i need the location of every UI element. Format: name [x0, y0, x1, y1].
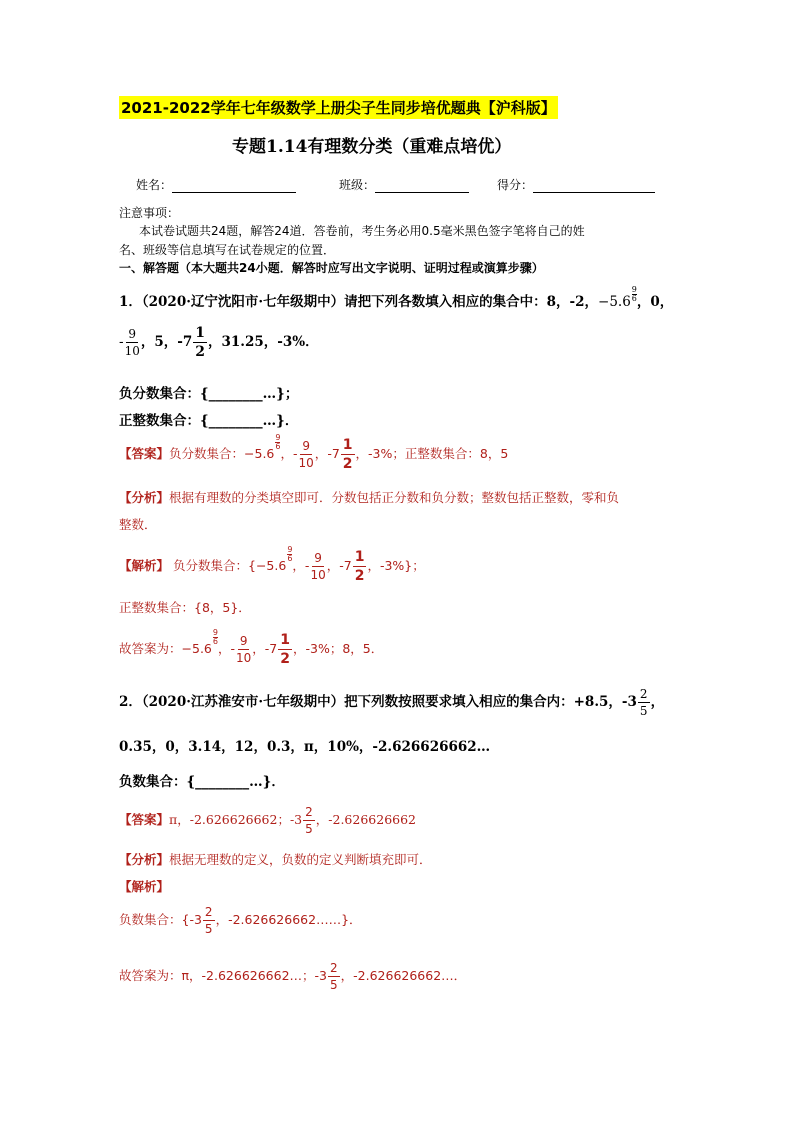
q2-answer: 【答案】π，-2.626626662；-3 $\frac{2}{5}$ ，-2.626626662: [119, 805, 417, 836]
q2-analysis: 【分析】根据无理数的定义，负数的定义判断填充即可．: [119, 852, 432, 867]
q1-final-answer: 故答案为：−5.6 $\frac{9}{6}$ ，- $\frac{9}{10}$ ，-7 $\frac{1}{2}$ ，-3%；8，5．: [119, 628, 384, 667]
name-field: [136, 176, 296, 193]
fraction: $\frac{9}{10}$: [124, 327, 140, 358]
fraction: $\frac{1}{2}$: [195, 325, 205, 360]
page-title: 专题1.14有理数分类（重难点培优）: [232, 137, 512, 157]
analysis-tag: 【分析】: [119, 490, 170, 505]
score-blank: [533, 180, 655, 193]
class-blank: [375, 180, 469, 193]
q2-negative-answer: 负数集合：{-3 $\frac{2}{5}$ ，-2.626626662……}．: [119, 905, 362, 936]
answer-tag: 【答案】: [119, 446, 170, 461]
q1-stem-line-1: 1．（2020·辽宁沈阳市·七年级期中）请把下列各数填入相应的集合中：8，-2，−5.6 $\frac{9}{6}$ ，0，: [119, 285, 674, 310]
q1-neg-fraction-set: 负分数集合：{________…}；: [119, 386, 299, 402]
fraction: $\frac{2}{5}$: [639, 687, 648, 718]
notes-line-2: 名、班级等信息填写在试卷规定的位置．: [119, 243, 336, 257]
score-label: 得分：: [497, 178, 534, 192]
score-field: [497, 176, 655, 193]
solution-tag: 【解析】: [119, 558, 170, 573]
q1-pos-integer-answer: 正整数集合：{8，5}．: [119, 600, 251, 615]
q1-stem-line-2: - $\frac{9}{10}$ ，5，-7 $\frac{1}{2}$ ，31.25，-3%．: [119, 325, 319, 360]
q1-analysis-line-1: 【分析】根据有理数的分类填空即可．分数包括正分数和负分数；整数包括正整数，零和负: [119, 490, 620, 505]
q1-analysis-line-2: 整数．: [119, 517, 157, 532]
notes-line-1: 本试卷试题共24题，解答24道．答卷前，考生务必用0.5毫米黑色签字笔将自己的姓: [139, 224, 585, 238]
q2-final-answer: 故答案为：π，-2.626626662…；-3 $\frac{2}{5}$ ，-2.626626662…．: [119, 961, 467, 992]
section-heading: 一、解答题（本大题共24小题．解答时应写出文字说明、证明过程或演算步骤）: [119, 261, 544, 275]
q2-stem-line-1: 2．（2020·江苏淮安市·七年级期中）把下列数按照要求填入相应的集合内：+8.5，-3 $\frac{2}{5}$ ，: [119, 687, 665, 718]
answer-tag: 【答案】: [119, 812, 170, 827]
q1-pos-integer-set: 正整数集合：{________…}．: [119, 413, 299, 429]
class-field: [339, 176, 469, 193]
q2-solution-tag: 【解析】: [119, 879, 170, 894]
q1-solution: 【解析】 负分数集合：{−5.6 $\frac{9}{6}$ ，- $\frac{9}{10}$ ，-7 $\frac{1}{2}$ ，-3%}；: [119, 545, 425, 584]
class-label: 班级：: [339, 178, 376, 192]
name-blank: [172, 180, 296, 193]
analysis-tag: 【分析】: [119, 852, 170, 867]
q2-stem-line-2: 0.35，0，3.14，12，0.3，π，10%，-2.626626662…: [119, 739, 491, 755]
q1-mixed-number: −5.6 $\frac{9}{6}$: [598, 285, 637, 310]
series-banner: 2021-2022学年七年级数学上册尖子生同步培优题典【沪科版】: [119, 96, 558, 119]
q2-negative-set: 负数集合：{________…}．: [119, 774, 285, 790]
name-label: 姓名：: [136, 178, 173, 192]
q1-answer: 【答案】负分数集合：−5.6 $\frac{9}{6}$ ，- $\frac{9}{10}$ ，-7 $\frac{1}{2}$ ，-3%；正整数集合：8，5: [119, 433, 509, 472]
notes-heading: 注意事项：: [119, 206, 180, 220]
